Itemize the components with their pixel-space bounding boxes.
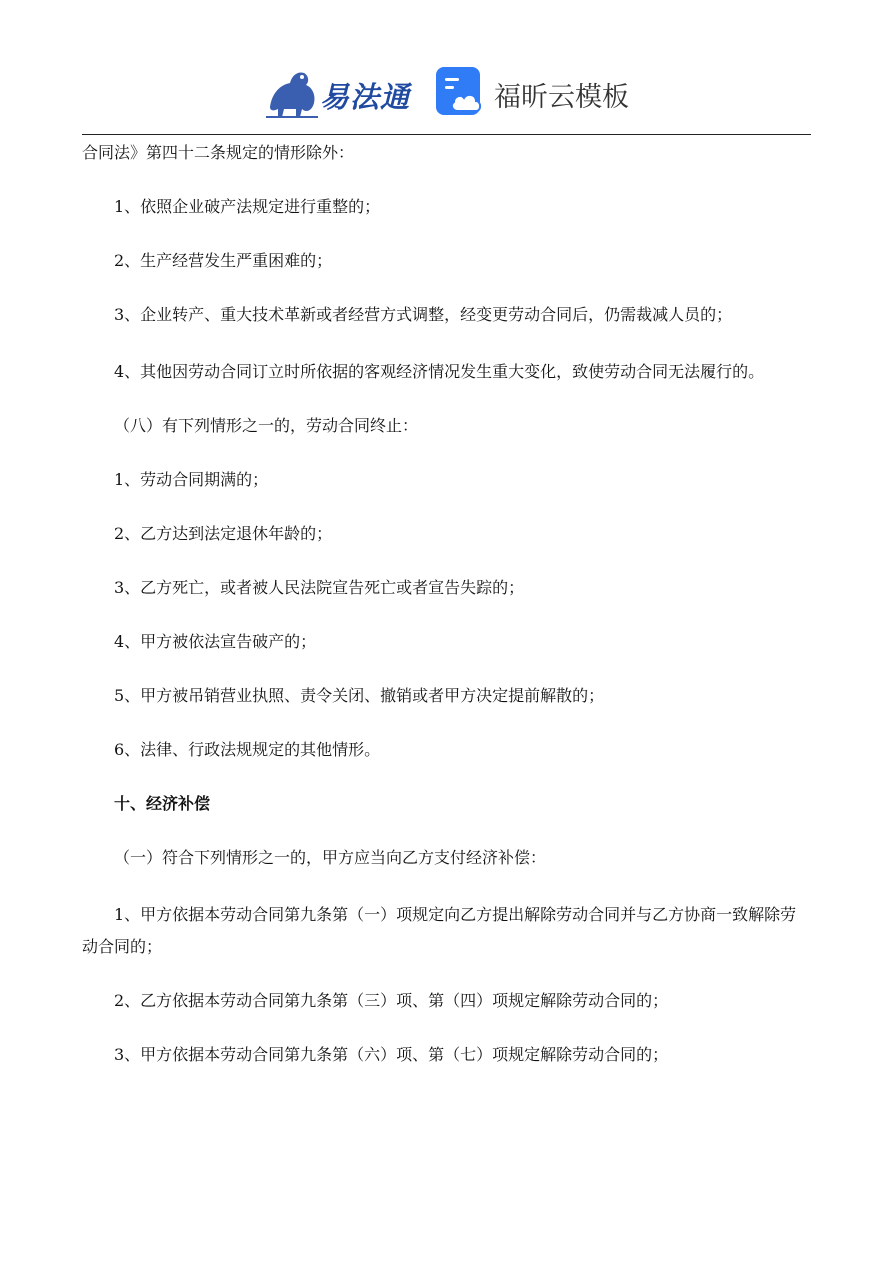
page-header <box>0 55 893 125</box>
paragraph: 5、甲方被吊销营业执照、责令关闭、撤销或者甲方决定提前解散的； <box>114 686 605 705</box>
foxit-cloud-template-logo <box>436 65 646 119</box>
paragraph: 3、乙方死亡，或者被人民法院宣告死亡或者宣告失踪的； <box>114 578 525 597</box>
paragraph: 2、乙方依据本劳动合同第九条第（三）项、第（四）项规定解除劳动合同的； <box>114 991 669 1010</box>
paragraph: 6、法律、行政法规规定的其他情形。 <box>114 740 381 759</box>
paragraph: （一）符合下列情形之一的，甲方应当向乙方支付经济补偿： <box>114 848 547 867</box>
paragraph: 4、甲方被依法宣告破产的； <box>114 632 317 651</box>
logo1-text: 易法通 <box>320 80 411 114</box>
paragraph: 2、乙方达到法定退休年龄的； <box>114 524 333 543</box>
yifatong-logo <box>262 63 422 123</box>
paragraph: 2、生产经营发生严重困难的； <box>114 251 333 270</box>
document-body <box>82 140 811 1068</box>
paragraph: 合同法》第四十二条规定的情形除外： <box>82 143 355 162</box>
paragraph: 3、甲方依据本劳动合同第九条第（六）项、第（七）项规定解除劳动合同的； <box>114 1045 669 1064</box>
section-heading: 十、经济补偿 <box>114 794 211 813</box>
qilin-icon <box>262 63 322 123</box>
header-divider <box>82 134 811 135</box>
paragraph: 1、甲方依据本劳动合同第九条第（一）项规定向乙方提出解除劳动合同并与乙方协商一致解除劳动合同的； <box>82 905 797 956</box>
cloud-document-icon <box>436 65 488 117</box>
paragraph: 3、企业转产、重大技术革新或者经营方式调整，经变更劳动合同后，仍需裁减人员的； <box>114 305 733 324</box>
paragraph: 4、其他因劳动合同订立时所依据的客观经济情况发生重大变化，致使劳动合同无法履行的。 <box>114 362 765 381</box>
paragraph: 1、劳动合同期满的； <box>114 470 269 489</box>
logo2-text: 福昕云模板 <box>494 82 629 113</box>
paragraph: 1、依照企业破产法规定进行重整的； <box>114 197 381 216</box>
paragraph: （八）有下列情形之一的，劳动合同终止： <box>114 416 419 435</box>
